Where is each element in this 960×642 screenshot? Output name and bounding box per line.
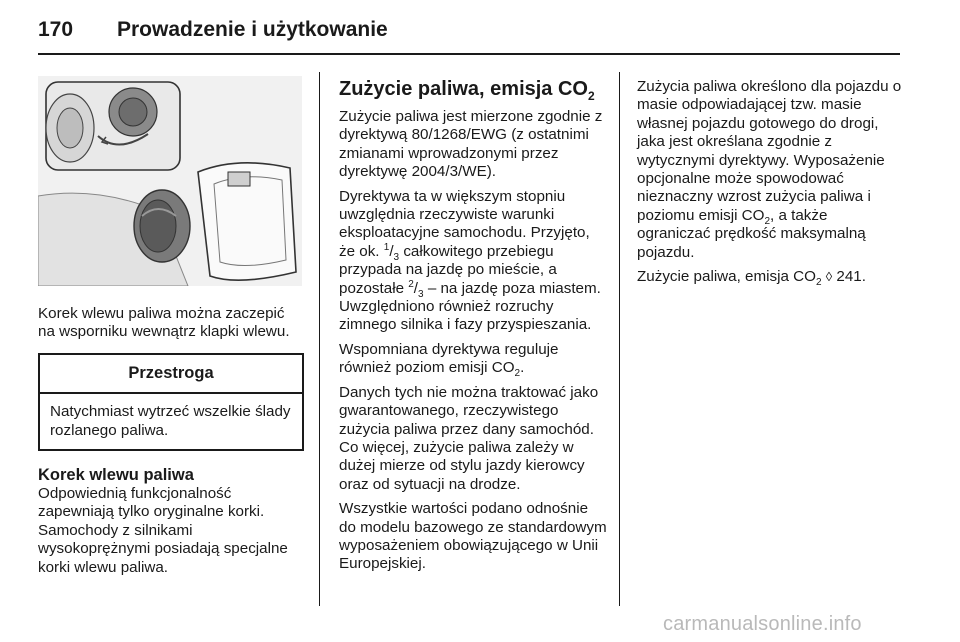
subscript: 2 bbox=[514, 368, 521, 380]
cross-reference[interactable] bbox=[637, 268, 903, 289]
fuel-cap-text: Odpowiednią funkcjonalność zapewniają tylko oryginalne korki. Samochody z silnikami wysokoprężnymi posiadają specjalne korki wlewu paliwa. bbox=[38, 485, 288, 576]
column-divider bbox=[619, 72, 620, 606]
paragraph: Wszystkie wartości podano odnośnie do modelu bazowego ze standardowym wyposażeniem obowiązującego w Unii Europejskiej. bbox=[339, 500, 607, 573]
reference-page: 241. bbox=[836, 268, 866, 286]
text-run: – na jazdę poza miastem. Uwzględniono również rozruchy zimnego silnika i fazy przyspieszania. bbox=[339, 279, 601, 334]
section-heading-subscript: 2 bbox=[587, 89, 595, 103]
subscript: 2 bbox=[815, 277, 822, 289]
page-number: 170 bbox=[38, 18, 74, 41]
subscript: 2 bbox=[764, 215, 771, 227]
text-run: , a także ograniczać prędkość maksymalną pojazdu. bbox=[637, 206, 866, 261]
fuel-filler-cap-illustration bbox=[38, 76, 302, 286]
right-column bbox=[637, 78, 903, 292]
text-run: Dyrektywa ta w większym stopniu uwzględnia rzeczywiste warunki eksploatacyjne samochodu. Przyjęto, że ok. bbox=[339, 187, 590, 260]
image-caption: Korek wlewu paliwa można zaczepić na wsporniku wewnątrz klapki wlewu. bbox=[38, 305, 290, 341]
fraction-one-third: $^1/_3$ bbox=[383, 241, 400, 263]
caution-heading: Przestroga bbox=[40, 355, 302, 394]
caution-box bbox=[38, 353, 304, 451]
watermark: carmanualsonline.info bbox=[663, 613, 862, 635]
page-header bbox=[38, 14, 900, 54]
paragraph: Zużycie paliwa jest mierzone zgodnie z dyrektywą 80/1268/EWG (z ostatnimi zmianami wprowadzonymi przez dyrektywę 2004/3/WE). bbox=[339, 108, 603, 181]
paragraph: Danych tych nie można traktować jako gwarantowanego, rzeczywistego zużycia paliwa przez dany samochód. Co więcej, zużycie paliwa zależy w dużej mierze od stylu jazdy kierowcy oraz od sytuacji na drodze. bbox=[339, 383, 599, 493]
fuel-cap-heading: Korek wlewu paliwa bbox=[38, 466, 194, 485]
paragraph bbox=[339, 188, 609, 335]
middle-column bbox=[339, 78, 609, 580]
paragraph bbox=[637, 78, 903, 262]
fuel-filler-drawing bbox=[38, 76, 302, 286]
paragraph bbox=[339, 341, 609, 378]
page-reference-icon: ◊ bbox=[825, 269, 833, 285]
text-run: całkowitego przebiegu przypada na jazdę po mieście, a pozostałe bbox=[339, 242, 557, 297]
section-heading bbox=[339, 78, 609, 103]
text-run: Zużycia paliwa określono dla pojazdu o masie odpowiadającej tzw. masie własnej pojazdu gotowego do drogi, jaka jest określana zgodnie z wytycznymi dyrektywy. Wyposażenie opcjonalne może spowodować nieznaczny wzrost zużycia paliwa i poziomu emisji CO bbox=[637, 78, 902, 224]
page-title: Prowadzenie i użytkowanie bbox=[117, 18, 388, 41]
text-run: Zużycie paliwa, emisja CO bbox=[637, 268, 816, 286]
header-divider bbox=[38, 53, 900, 55]
left-column bbox=[38, 76, 304, 577]
text-run: Wspomniana dyrektywa reguluje również poziom emisji CO bbox=[339, 340, 559, 377]
section-heading-text: Zużycie paliwa, emisja CO bbox=[339, 78, 588, 100]
text-run: . bbox=[520, 359, 525, 377]
fraction-two-thirds: $^2/_3$ bbox=[408, 278, 424, 300]
column-divider bbox=[319, 72, 320, 606]
caution-text: Natychmiast wytrzeć wszelkie ślady rozlanego paliwa. bbox=[50, 403, 291, 439]
